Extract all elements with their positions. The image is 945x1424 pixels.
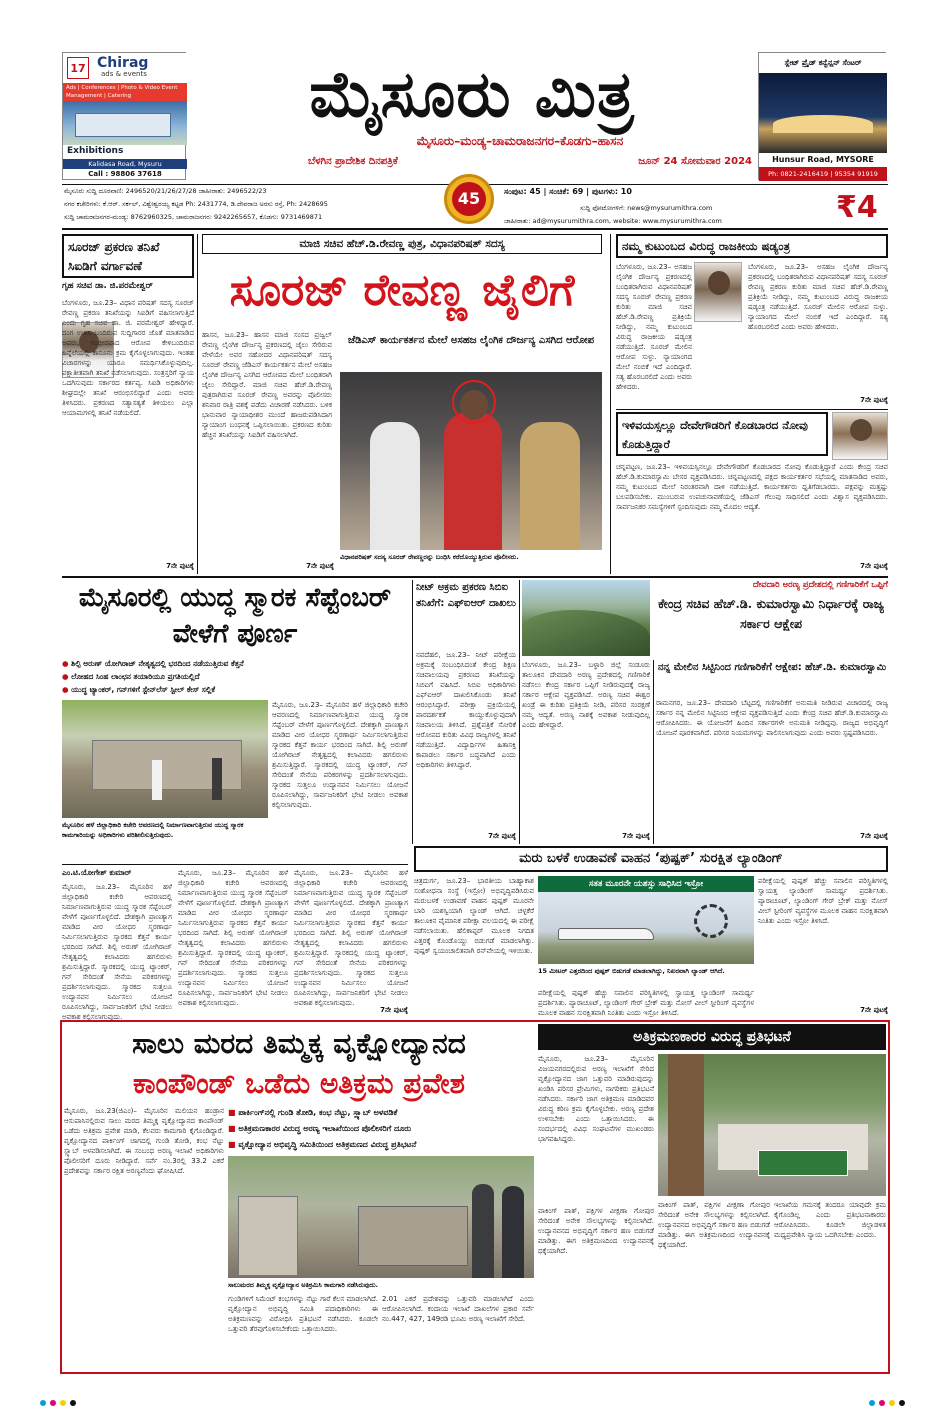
ad-services: Ads | Conferences | Photo & Video Event Management | Catering xyxy=(63,83,187,101)
protest-body-4: ಇಲಾಖೆಯ ಗಮನಕ್ಕೆ ತಂದರೂ ಯಾವುದೇ ಕ್ರಮ ಕೈಗೊಂಡಿಲ್ಲ ಎಂದು ಪ್ರತಿಭಟನಾಕಾರರು ಆರೋಪಿಸಿದರು. ಕೂಡಲೇ ಜಿಲ್ಲಾಡಳಿತ ಮಧ್ಯಪ್ರವೇಶಿಸಿ ನ್ಯಾಯ ಒದಗಿಸಬೇಕು ಎಂದರು. xyxy=(774,1201,886,1239)
war-memorial-photo xyxy=(62,700,268,818)
cid-more: 7ನೇ ಪುಟಕ್ಕೆ xyxy=(166,562,194,570)
war-bullet-2: ● ಲೋಹದ ಸಿಂಹ ಲಾಂಛನ ತಯಾರಿಯೂ ಪ್ರಗತಿಯಲ್ಲಿದೆ xyxy=(62,672,200,681)
anniversary-emblem xyxy=(438,170,500,228)
pushpak-more: 7ನೇ ಪುಟಕ್ಕೆ xyxy=(860,1006,888,1014)
convention-center-photo xyxy=(759,73,887,153)
anniversary-number: 45 xyxy=(452,182,486,216)
neet-headline: ನೀಟ್ ಅಕ್ರಮ ಪ್ರಕರಣ ಸಿಬಿಐ ತನಿಖೆಗೆ: ಎಫ್‌ಐಆರ್ ದಾಖಲು xyxy=(416,582,516,609)
thimmakka-body-3: 2.01 ಎಕರೆ ಪ್ರದೇಶವನ್ನು ಒತ್ತುವರಿ ಮಾಡಲಾಗಿದೆ ಎಂದು ಆರೋಪಿಸಲಾಗಿದೆ. ಕಂದಾಯ ಇಲಾಖೆ ದಾಖಲೆಗಳ ಪ್ರಕಾರ ಸರ್ವೆ ನಂ.447, 427, 149ರಡಿ ಭೂಮಿ ಅರಣ್ಯ ಇಲಾಖೆಗೆ ಸೇರಿದೆ. xyxy=(382,1295,534,1323)
pages: ಪುಟಗಳು: 10 xyxy=(591,187,632,196)
ad-phone: Call : 98806 37618 xyxy=(88,170,162,178)
pushpak-body-mid: ಪರೀಕ್ಷೆಯಲ್ಲಿ ಪುಷ್ಪಕ್ ಹೆಚ್ಚು ಸವಾಲಿನ ಪರಿಸ್ಥಿತಿಗಳಲ್ಲಿ ಸ್ವಾಯತ್ತ ಲ್ಯಾಂಡಿಂಗ್ ಸಾಮರ್ಥ್ಯ ಪ್ರದರ್ಶಿಸಿತು. ಪ್ಯಾರಾಚೂಟ್, ಲ್ಯಾಂಡಿಂಗ್ ಗೇರ್ ಬ್ರೇಕ್ ಮತ್ತು ನೋಸ್ ವೀಲ್ ಸ್ಟೀರಿಂಗ್ ವ್ಯವಸ್ಥೆಗಳ ಮೂಲಕ ವಾಹನ ಸುರಕ್ಷಿತವಾಗಿ ನಿಂತಿತು ಎಂದು ಇಸ್ರೋ ತಿಳಿಸಿದೆ. xyxy=(538,989,754,1017)
ad-brand: Chirag xyxy=(97,55,149,71)
war-bullet-2-text: ಲೋಹದ ಸಿಂಹ ಲಾಂಛನ ತಯಾರಿಯೂ ಪ್ರಗತಿಯಲ್ಲಿದೆ xyxy=(71,672,200,681)
lead-kicker: ಮಾಜಿ ಸಚಿವ ಹೆಚ್.ಡಿ.ರೇವಣ್ಣ ಪುತ್ರ, ವಿಧಾನಪರಿಷತ್ ಸದಸ್ಯ xyxy=(202,234,602,254)
forest-headline: ಕೇಂದ್ರ ಸಚಿವ ಹೆಚ್.ಡಿ. ಕುಮಾರಸ್ವಾಮಿ ನಿರ್ಧಾರಕ್ಕೆ ರಾಜ್ಯ ಸರ್ಕಾರ ಆಕ್ಷೇಪ xyxy=(658,596,884,631)
ad-right[interactable] xyxy=(758,52,886,180)
thimmakka-bullet-1: ■ ಪಾರ್ಕಿಂಗ್‌ನಲ್ಲಿ ಗುಂಡಿ ತೋಡಿ, ಕಂಭ ನೆಟ್ಟು, ಸ್ಲ್ಯಾಬ್ ಅಳವಡಿಕೆ xyxy=(228,1108,398,1117)
thimmakka-photo xyxy=(228,1156,534,1278)
pushpak-body: ಚಿತ್ರದುರ್ಗ, ಜೂ.23– ಭಾರತೀಯ ಬಾಹ್ಯಾಕಾಶ ಸಂಶೋಧನಾ ಸಂಸ್ಥೆ (ಇಸ್ರೋ) ಅಭಿವೃದ್ಧಿಪಡಿಸಿರುವ ಮರುಬಳಕೆ ಉಡಾವಣೆ ವಾಹನ ಪುಷ್ಪಕ್ ಮೂರನೇ ಬಾರಿ ಯಶಸ್ವಿಯಾಗಿ ಲ್ಯಾಂಡ್ ಆಗಿದೆ. ಚಳ್ಳಕೆರೆ ತಾಲೂಕಿನ ವೈಮಾನಿಕ ಪರೀಕ್ಷಾ ವಲಯದಲ್ಲಿ ಈ ಪರೀಕ್ಷೆ ನಡೆಸಲಾಯಿತು. ಹೆಲಿಕಾಪ್ಟರ್ ಮೂಲಕ ನಿಗದಿತ ಎತ್ತರಕ್ಕೆ ಕೊಂಡೊಯ್ದು ಬಿಡುಗಡೆ ಮಾಡಲಾಗಿತ್ತು. ಪುಷ್ಪಕ್ ಸ್ವಯಂಚಾಲಿತವಾಗಿ ರನ್‌ವೇಯಲ್ಲಿ ಇಳಿಯಿತು. xyxy=(414,877,534,955)
ad-brand-sub: ads & events xyxy=(101,70,147,78)
neet-body: ನವದೆಹಲಿ, ಜೂ.23– ನೀಟ್ ಪರೀಕ್ಷೆಯ ಅಕ್ರಮಕ್ಕೆ ಸಂಬಂಧಿಸಿದಂತೆ ಕೇಂದ್ರ ಶಿಕ್ಷಣ ಸಚಿವಾಲಯವು ಪ್ರಕರಣದ ತನಿಖೆಯನ್ನು ಸಿಬಿಐಗೆ ವಹಿಸಿದೆ. ಸಿಬಿಐ ಅಧಿಕಾರಿಗಳು ಎಫ್‌ಐಆರ್ ದಾಖಲಿಸಿಕೊಂಡು ತನಿಖೆ ಆರಂಭಿಸಿದ್ದಾರೆ. ಪರೀಕ್ಷಾ ಪ್ರಕ್ರಿಯೆಯಲ್ಲಿ ಪಾರದರ್ಶಕತೆ ಕಾಯ್ದುಕೊಳ್ಳುವುದಾಗಿ ಸಚಿವಾಲಯ ತಿಳಿಸಿದೆ. ಪ್ರಶ್ನೆಪತ್ರಿಕೆ ಸೋರಿಕೆ ಆರೋಪದ ಕುರಿತು ವಿವಿಧ ರಾಜ್ಯಗಳಲ್ಲಿ ತನಿಖೆ ನಡೆಯುತ್ತಿದೆ. ವಿದ್ಯಾರ್ಥಿಗಳ ಹಿತಾಸಕ್ತಿ ಕಾಪಾಡಲು ಸರ್ಕಾರ ಬದ್ಧವಾಗಿದೆ ಎಂದು ಅಧಿಕಾರಿಗಳು ತಿಳಿಸಿದ್ದಾರೆ. xyxy=(416,651,516,769)
years-badge: 17 xyxy=(67,57,89,79)
ad-exhibitions: Exhibitions xyxy=(67,146,124,156)
pushpak-body-right: ಪರೀಕ್ಷೆಯಲ್ಲಿ ಪುಷ್ಪಕ್ ಹೆಚ್ಚು ಸವಾಲಿನ ಪರಿಸ್ಥಿತಿಗಳಲ್ಲಿ ಸ್ವಾಯತ್ತ ಲ್ಯಾಂಡಿಂಗ್ ಸಾಮರ್ಥ್ಯ ಪ್ರದರ್ಶಿಸಿತು. ಪ್ಯಾರಾಚೂಟ್, ಲ್ಯಾಂಡಿಂಗ್ ಗೇರ್ ಬ್ರೇಕ್ ಮತ್ತು ನೋಸ್ ವೀಲ್ ಸ್ಟೀರಿಂಗ್ ವ್ಯವಸ್ಥೆಗಳ ಮೂಲಕ ವಾಹನ ಸುರಕ್ಷಿತವಾಗಿ ನಿಂತಿತು ಎಂದು ಇಸ್ರೋ ತಿಳಿಸಿದೆ. xyxy=(758,877,888,925)
forest-photo xyxy=(522,580,650,656)
issue-info: ಸಂಪುಟ: 45 | ಸಂಚಿಕೆ: 69 | ಪುಟಗಳು: 10 xyxy=(504,187,632,196)
war-byline: ಎಂ.ಟಿ.ಯೋಗೇಶ್ ಕುಮಾರ್ xyxy=(62,868,132,877)
devegowda-body: ಚನ್ನಪಟ್ಟಣ, ಜೂ.23– ಇಳಿವಯಸ್ಸಿನಲ್ಲೂ ದೇವೇಗೌಡರಿಗೆ ಕೊಡಬಾರದ ನೋವು ಕೊಡುತ್ತಿದ್ದಾರೆ ಎಂದು ಕೇಂದ್ರ ಸಚಿವ ಹೆಚ್.ಡಿ.ಕುಮಾರಸ್ವಾಮಿ ಬೇಸರ ವ್ಯಕ್ತಪಡಿಸಿದರು. ಚನ್ನಪಟ್ಟಣದಲ್ಲಿ ಪಕ್ಷದ ಕಾರ್ಯಕರ್ತರ ಸಭೆಯಲ್ಲಿ ಮಾತನಾಡಿದ ಅವರು, ನಮ್ಮ ಕುಟುಂಬದ ಮೇಲೆ ನಿರಂತರವಾಗಿ ದಾಳಿ ನಡೆಯುತ್ತಿದೆ. ಕಾರ್ಯಕರ್ತರು ಧೃತಿಗೆಡಬಾರದು. ಪಕ್ಷವನ್ನು ಮತ್ತಷ್ಟು ಬಲಪಡಿಸಬೇಕು. ಮುಂಬರುವ ಉಪಚುನಾವಣೆಯಲ್ಲಿ ಜೆಡಿಎಸ್ ಗೆಲುವು ಸಾಧಿಸಲಿದೆ ಎಂದು ವಿಶ್ವಾಸ ವ್ಯಕ್ತಪಡಿಸಿದರು. ಸಾರ್ವಜನಿಕರ ಸಮಸ್ಯೆಗಳಿಗೆ ಸ್ಪಂದಿಸುವುದು ನಮ್ಮ ಮೊದಲ ಆದ್ಯತೆ. xyxy=(616,463,888,511)
contact-line-3: ಸುದ್ದಿ ಚಾಮರಾಜನಗರ-ಮಂಡ್ಯ: 8762960325, ಚಾಮರಾಜನಗರ: 9242265657, ಕೊಡಗು: 9731469871 xyxy=(64,213,323,221)
thimmakka-body-2: ಗುಂಡಿಗಳಿಗೆ ಸಿಮೆಂಟ್ ಕಂಭಗಳನ್ನು ನೆಟ್ಟು ಗಾರೆ ಕೆಲಸ ಮಾಡಲಾಗಿದೆ. ವೃಕ್ಷೋದ್ಯಾನ ಅಭಿವೃದ್ಧಿ ಸಮಿತಿ ಪದಾಧಿಕಾರಿಗಳು ಈ ಅತಿಕ್ರಮಣವನ್ನು ವಿರೋಧಿಸಿ ಪ್ರತಿಭಟನೆ ನಡೆಸಿದರು. ಕೂಡಲೇ ಒತ್ತುವರಿ ತೆರವುಗೊಳಿಸಬೇಕೆಂದು ಒತ್ತಾಯಿಸಿದರು. xyxy=(228,1295,378,1333)
protest-body-2: ವಾಕಿಂಗ್ ಪಾತ್, ಪಕ್ಷಿಗಳ ವೀಕ್ಷಣಾ ಗೋಪುರ ಸೇರಿದಂತೆ ಅನೇಕ ಸೌಲಭ್ಯಗಳನ್ನು ಕಲ್ಪಿಸಲಾಗಿದೆ. ಉದ್ಯಾನವನದ ಅಭಿವೃದ್ಧಿಗೆ ಸರ್ಕಾರ ಹಣ ಬಿಡುಗಡೆ ಮಾಡಿತ್ತು. ಈಗ ಅತಿಕ್ರಮಣದಿಂದ ಉದ್ಯಾನವನಕ್ಕೆ ಧಕ್ಕೆಯಾಗಿದೆ. xyxy=(538,1207,654,1255)
price: ₹4 xyxy=(836,190,878,225)
masthead-regions: ಮೈಸೂರು–ಮಂಡ್ಯ–ಚಾಮರಾಜನಗರ–ಕೊಡಗು–ಹಾಸನ xyxy=(416,134,624,148)
ad-right-title: ಸ್ಲೇಟ್ ಪ್ರೈಡ್ ಕನ್ವೆನ್ಷನ್ ಸೆಂಟರ್ xyxy=(759,53,887,73)
masthead-title: ಮೈಸೂರು ಮಿತ್ರ xyxy=(309,57,635,132)
forest-more: 7ನೇ ಪುಟಕ್ಕೆ xyxy=(622,832,650,840)
ad-right-phone: Ph: 0821-2416419 | 95354 91919 xyxy=(759,167,887,181)
cid-headline-box xyxy=(62,234,194,278)
thimmakka-body: ಮೈಸೂರು, ಜೂ.23(ಜಿಎಂ)– ಮೈಸೂರಿನ ಮಲಿಯನ ಹಂಡ್ರಾನ ಆಸುಪಾಸಿನಲ್ಲಿರುವ ಸಾಲು ಮರದ ತಿಮ್ಮಕ್ಕ ವೃಕ್ಷೋದ್ಯಾನದ ಕಾಂಪೌಂಡ್ ಒಡೆದು ಅತಿಕ್ರಮ ಪ್ರವೇಶ ಮಾಡಿ, ಕೆಲವರು ಕಾಮಗಾರಿ ಕೈಗೊಂಡಿದ್ದಾರೆ. ವೃಕ್ಷೋದ್ಯಾನದ ಪಾರ್ಕಿಂಗ್ ಜಾಗದಲ್ಲಿ ಗುಂಡಿ ತೋಡಿ, ಕಂಭ ನೆಟ್ಟು ಸ್ಲ್ಯಾಬ್ ಅಳವಡಿಸಲಾಗಿದೆ. ಈ ಸಂಬಂಧ ಅರಣ್ಯ ಇಲಾಖೆ ಅಧಿಕಾರಿಗಳು ಪೊಲೀಸರಿಗೆ ದೂರು ನೀಡಿದ್ದಾರೆ. ಸರ್ವೆ ನಂ.3ರಲ್ಲಿ 33.2 ಎಕರೆ ಪ್ರದೇಶವನ್ನು ಸರ್ಕಾರ ರಕ್ಷಿತ ಅರಣ್ಯವೆಂದು ಘೋಷಿಸಿದೆ. xyxy=(64,1107,224,1175)
email-news: ಸುದ್ದಿ ಫೋಟೋಗಳಿಗೆ: news@mysurumithra.com xyxy=(580,204,713,212)
ad-left[interactable] xyxy=(62,52,186,180)
war-more: 7ನೇ ಪುಟಕ್ಕೆ xyxy=(380,1006,408,1014)
rajakeeya-more: 7ನೇ ಪುಟಕ್ಕೆ xyxy=(860,396,888,404)
war-body-2: ಮೈಸೂರು, ಜೂ.23– ಮೈಸೂರಿನ ಹಳೆ ಜಿಲ್ಲಾಧಿಕಾರಿ ಕಚೇರಿ ಆವರಣದಲ್ಲಿ ನಿರ್ಮಾಣವಾಗುತ್ತಿರುವ ಯುದ್ಧ ಸ್ಮಾರಕ ಸೆಪ್ಟೆಂಬರ್ ವೇಳೆಗೆ ಪೂರ್ಣಗೊಳ್ಳಲಿದೆ. ದೇಶಕ್ಕಾಗಿ ಪ್ರಾಣತ್ಯಾಗ ಮಾಡಿದ ವೀರ ಯೋಧರ ಸ್ಮರಣಾರ್ಥ ನಿರ್ಮಿಸಲಾಗುತ್ತಿರುವ ಸ್ಮಾರಕದ ಕೆತ್ತನೆ ಕಾರ್ಯ ಭರದಿಂದ ಸಾಗಿದೆ. ಶಿಲ್ಪಿ ಅರುಣ್ ಯೋಗಿರಾಜ್ ನೇತೃತ್ವದಲ್ಲಿ ಕಲಾವಿದರು ಹಗಲಿರುಳು ಶ್ರಮಿಸುತ್ತಿದ್ದಾರೆ. ಸ್ಮಾರಕದಲ್ಲಿ ಯುದ್ಧ ಟ್ಯಾಂಕರ್, ಗನ್ ಸೇರಿದಂತೆ ಸೇನೆಯ ಪರಿಕರಗಳನ್ನು ಪ್ರದರ್ಶಿಸಲಾಗುವುದು. ಸ್ಮಾರಕದ ಸುತ್ತಲೂ ಉದ್ಯಾನವನ ನಿರ್ಮಿಸಲು ಯೋಜನೆ ರೂಪಿಸಲಾಗಿದ್ದು, ಸಾರ್ವಜನಿಕರಿಗೆ ಭೇಟಿ ನೀಡಲು ಅವಕಾಶ ಕಲ್ಪಿಸಲಾಗುವುದು. xyxy=(178,869,288,1007)
war-photo-caption: ಮೈಸೂರಿನ ಹಳೆ ಜಿಲ್ಲಾಧಿಕಾರಿ ಕಚೇರಿ ಆವರಣದಲ್ಲಿ ನಿರ್ಮಾಣವಾಗುತ್ತಿರುವ ಯುದ್ಧ ಸ್ಮಾರಕ ಕಾಮಗಾರಿಯನ್ನು ಅಧಿಕಾರಿಗಳು ಪರಿಶೀಲಿಸುತ್ತಿರುವುದು. xyxy=(62,821,244,839)
pushpak-photo xyxy=(538,892,754,964)
thimmakka-bullet-3: ■ ವೃಕ್ಷೋದ್ಯಾನ ಅಭಿವೃದ್ಧಿ ಸಮಿತಿಯಿಂದ ಅತಿಕ್ರಮಣದ ವಿರುದ್ಧ ಪ್ರತಿಭಟನೆ xyxy=(228,1140,417,1149)
lead-photo xyxy=(340,372,602,550)
thimmakka-bullet-1-text: ಪಾರ್ಕಿಂಗ್‌ನಲ್ಲಿ ಗುಂಡಿ ತೋಡಿ, ಕಂಭ ನೆಟ್ಟು, ಸ್ಲ್ಯಾಬ್ ಅಳವಡಿಕೆ xyxy=(238,1108,398,1117)
cid-subhead: ಗೃಹ ಸಚಿವ ಡಾ. ಜಿ.ಪರಮೇಶ್ವರ್ xyxy=(62,281,153,291)
pushpak-caption: 15 ಮೀಟರ್ ಎತ್ತರದಿಂದ ಪುಷ್ಪಕ್ ಬಿಡುಗಡೆ ಮಾಡಲಾಗಿದ್ದು, ನಿಖರವಾಗಿ ಲ್ಯಾಂಡ್ ಆಗಿದೆ. xyxy=(538,967,725,975)
war-body: ಮೈಸೂರು, ಜೂ.23– ಮೈಸೂರಿನ ಹಳೆ ಜಿಲ್ಲಾಧಿಕಾರಿ ಕಚೇರಿ ಆವರಣದಲ್ಲಿ ನಿರ್ಮಾಣವಾಗುತ್ತಿರುವ ಯುದ್ಧ ಸ್ಮಾರಕ ಸೆಪ್ಟೆಂಬರ್ ವೇಳೆಗೆ ಪೂರ್ಣಗೊಳ್ಳಲಿದೆ. ದೇಶಕ್ಕಾಗಿ ಪ್ರಾಣತ್ಯಾಗ ಮಾಡಿದ ವೀರ ಯೋಧರ ಸ್ಮರಣಾರ್ಥ ನಿರ್ಮಿಸಲಾಗುತ್ತಿರುವ ಸ್ಮಾರಕದ ಕೆತ್ತನೆ ಕಾರ್ಯ ಭರದಿಂದ ಸಾಗಿದೆ. ಶಿಲ್ಪಿ ಅರುಣ್ ಯೋಗಿರಾಜ್ ನೇತೃತ್ವದಲ್ಲಿ ಕಲಾವಿದರು ಹಗಲಿರುಳು ಶ್ರಮಿಸುತ್ತಿದ್ದಾರೆ. ಸ್ಮಾರಕದಲ್ಲಿ ಯುದ್ಧ ಟ್ಯಾಂಕರ್, ಗನ್ ಸೇರಿದಂತೆ ಸೇನೆಯ ಪರಿಕರಗಳನ್ನು ಪ್ರದರ್ಶಿಸಲಾಗುವುದು. ಸ್ಮಾರಕದ ಸುತ್ತಲೂ ಉದ್ಯಾನವನ ನಿರ್ಮಿಸಲು ಯೋಜನೆ ರೂಪಿಸಲಾಗಿದ್ದು, ಸಾರ್ವಜನಿಕರಿಗೆ ಭೇಟಿ ನೀಡಲು ಅವಕಾಶ ಕಲ್ಪಿಸಲಾಗುವುದು. xyxy=(62,883,172,1021)
protest-body-3: ವಾಕಿಂಗ್ ಪಾತ್, ಪಕ್ಷಿಗಳ ವೀಕ್ಷಣಾ ಗೋಪುರ ಸೇರಿದಂತೆ ಅನೇಕ ಸೌಲಭ್ಯಗಳನ್ನು ಕಲ್ಪಿಸಲಾಗಿದೆ. ಉದ್ಯಾನವನದ ಅಭಿವೃದ್ಧಿಗೆ ಸರ್ಕಾರ ಹಣ ಬಿಡುಗಡೆ ಮಾಡಿತ್ತು. ಈಗ ಅತಿಕ್ರಮಣದಿಂದ ಉದ್ಯಾನವನಕ್ಕೆ ಧಕ್ಕೆಯಾಗಿದೆ. xyxy=(658,1201,770,1249)
devegowda-more: 7ನೇ ಪುಟಕ್ಕೆ xyxy=(860,562,888,570)
rajakeeya-headline: ನಮ್ಮ ಕುಟುಂಬದ ವಿರುದ್ಧ ರಾಜಕೀಯ ಷಡ್ಯಂತ್ರ xyxy=(616,234,888,258)
protest-headline: ಅತಿಕ್ರಮಣಕಾರರ ವಿರುದ್ಧ ಪ್ರತಿಭಟನೆ xyxy=(538,1024,886,1050)
rajakeeya-body-2: ಬೆಂಗಳೂರು, ಜೂ.23– ಅಸಹಜ ಲೈಂಗಿಕ ದೌರ್ಜನ್ಯ ಪ್ರಕರಣದಲ್ಲಿ ಬಂಧಿತರಾಗಿರುವ ವಿಧಾನಪರಿಷತ್ ಸದಸ್ಯ ಸೂರಜ್ ರೇವಣ್ಣ ಪ್ರಕರಣ ಕುರಿತು ಮಾಜಿ ಸಚಿವ ಹೆಚ್.ಡಿ.ರೇವಣ್ಣ ಪ್ರತಿಕ್ರಿಯೆ ನೀಡಿದ್ದು, ನಮ್ಮ ಕುಟುಂಬದ ವಿರುದ್ಧ ರಾಜಕೀಯ ಷಡ್ಯಂತ್ರ ನಡೆಯುತ್ತಿದೆ. ಸೂರಜ್ ಮೇಲಿನ ಆರೋಪ ಸುಳ್ಳು. ನ್ಯಾಯಾಂಗದ ಮೇಲೆ ನಂಬಿಕೆ ಇದೆ ಎಂದಿದ್ದಾರೆ. ಸತ್ಯ ಹೊರಬರಲಿದೆ ಎಂದು ಅವರು ಹೇಳಿದರು. xyxy=(748,263,888,331)
lead-headline: ಸೂರಜ್ ರೇವಣ್ಣ ಜೈಲಿಗೆ xyxy=(229,265,575,316)
devegowda-headline: ಇಳಿವಯಸ್ಸಲ್ಲೂ ದೇವೇಗೌಡರಿಗೆ ಕೊಡಬಾರದ ನೋವು ಕೊಡುತ್ತಿದ್ದಾರೆ xyxy=(616,412,828,456)
lead-caption: ವಿಧಾನಪರಿಷತ್ ಸದಸ್ಯ ಸೂರಜ್ ರೇವಣ್ಣರನ್ನು ಬಂಧಿಸಿ ಕರೆದೊಯ್ಯುತ್ತಿರುವ ಪೊಲೀಸರು. xyxy=(340,553,519,561)
war-bullet-3-text: ಯುದ್ಧ ಟ್ಯಾಂಕರ್, ಗನ್‌ಗಳಿಗೆ ಸ್ಟೇನ್‌ಲೆಸ್ ಸ್ಟೀಲ್ ಕೇಸ್ ಸಲ್ಲಿಕೆ xyxy=(71,685,216,694)
email-ads: ಜಾಹೀರಾತು: ad@mysurumithra.com, website: www.mysurumithra.com xyxy=(504,217,722,225)
forest-banner: ದೇವದಾರಿ ಅರಣ್ಯ ಪ್ರದೇಶದಲ್ಲಿ ಗಣಿಗಾರಿಕೆಗೆ ಒಪ್ಪಿಗೆ xyxy=(752,580,888,590)
protest-photo xyxy=(658,1054,886,1196)
cid-headline: ಸೂರಜ್ ಪ್ರಕರಣ ತನಿಖೆ ಸಿಐಡಿಗೆ ವರ್ಗಾವಣೆ xyxy=(68,240,160,273)
pushpak-photo-banner: ಸತತ ಮೂರನೇ ಯಶಸ್ಸು ಸಾಧಿಸಿದ ಇಸ್ರೋ xyxy=(538,876,754,892)
hdk-mining-more: 7ನೇ ಪುಟಕ್ಕೆ xyxy=(860,832,888,840)
ad-right-road: Hunsur Road, MYSORE xyxy=(759,153,887,167)
thimmakka-headline-1: ಸಾಲು ಮರದ ತಿಮ್ಮಕ್ಕ ವೃಕ್ಷೋದ್ಯಾನದ xyxy=(132,1027,466,1060)
masthead-tagline: ಬೆಳಗಿನ ಪ್ರಾದೇಶಿಕ ದಿನಪತ್ರಿಕೆ xyxy=(308,156,398,167)
war-body-3: ಮೈಸೂರು, ಜೂ.23– ಮೈಸೂರಿನ ಹಳೆ ಜಿಲ್ಲಾಧಿಕಾರಿ ಕಚೇರಿ ಆವರಣದಲ್ಲಿ ನಿರ್ಮಾಣವಾಗುತ್ತಿರುವ ಯುದ್ಧ ಸ್ಮಾರಕ ಸೆಪ್ಟೆಂಬರ್ ವೇಳೆಗೆ ಪೂರ್ಣಗೊಳ್ಳಲಿದೆ. ದೇಶಕ್ಕಾಗಿ ಪ್ರಾಣತ್ಯಾಗ ಮಾಡಿದ ವೀರ ಯೋಧರ ಸ್ಮರಣಾರ್ಥ ನಿರ್ಮಿಸಲಾಗುತ್ತಿರುವ ಸ್ಮಾರಕದ ಕೆತ್ತನೆ ಕಾರ್ಯ ಭರದಿಂದ ಸಾಗಿದೆ. ಶಿಲ್ಪಿ ಅರುಣ್ ಯೋಗಿರಾಜ್ ನೇತೃತ್ವದಲ್ಲಿ ಕಲಾವಿದರು ಹಗಲಿರುಳು ಶ್ರಮಿಸುತ್ತಿದ್ದಾರೆ. ಸ್ಮಾರಕದಲ್ಲಿ ಯುದ್ಧ ಟ್ಯಾಂಕರ್, ಗನ್ ಸೇರಿದಂತೆ ಸೇನೆಯ ಪರಿಕರಗಳನ್ನು ಪ್ರದರ್ಶಿಸಲಾಗುವುದು. ಸ್ಮಾರಕದ ಸುತ್ತಲೂ ಉದ್ಯಾನವನ ನಿರ್ಮಿಸಲು ಯೋಜನೆ ರೂಪಿಸಲಾಗಿದ್ದು, ಸಾರ್ವಜನಿಕರಿಗೆ ಭೇಟಿ ನೀಡಲು ಅವಕಾಶ ಕಲ್ಪಿಸಲಾಗುವುದು. xyxy=(294,869,408,1007)
war-body-right: ಮೈಸೂರು, ಜೂ.23– ಮೈಸೂರಿನ ಹಳೆ ಜಿಲ್ಲಾಧಿಕಾರಿ ಕಚೇರಿ ಆವರಣದಲ್ಲಿ ನಿರ್ಮಾಣವಾಗುತ್ತಿರುವ ಯುದ್ಧ ಸ್ಮಾರಕ ಸೆಪ್ಟೆಂಬರ್ ವೇಳೆಗೆ ಪೂರ್ಣಗೊಳ್ಳಲಿದೆ. ದೇಶಕ್ಕಾಗಿ ಪ್ರಾಣತ್ಯಾಗ ಮಾಡಿದ ವೀರ ಯೋಧರ ಸ್ಮರಣಾರ್ಥ ನಿರ್ಮಿಸಲಾಗುತ್ತಿರುವ ಸ್ಮಾರಕದ ಕೆತ್ತನೆ ಕಾರ್ಯ ಭರದಿಂದ ಸಾಗಿದೆ. ಶಿಲ್ಪಿ ಅರುಣ್ ಯೋಗಿರಾಜ್ ನೇತೃತ್ವದಲ್ಲಿ ಕಲಾವಿದರು ಹಗಲಿರುಳು ಶ್ರಮಿಸುತ್ತಿದ್ದಾರೆ. ಸ್ಮಾರಕದಲ್ಲಿ ಯುದ್ಧ ಟ್ಯಾಂಕರ್, ಗನ್ ಸೇರಿದಂತೆ ಸೇನೆಯ ಪರಿಕರಗಳನ್ನು ಪ್ರದರ್ಶಿಸಲಾಗುವುದು. ಸ್ಮಾರಕದ ಸುತ್ತಲೂ ಉದ್ಯಾನವನ ನಿರ್ಮಿಸಲು ಯೋಜನೆ ರೂಪಿಸಲಾಗಿದ್ದು, ಸಾರ್ವಜನಿಕರಿಗೆ ಭೇಟಿ ನೀಡಲು ಅವಕಾಶ ಕಲ್ಪಿಸಲಾಗುವುದು. xyxy=(272,701,408,809)
hdk-photo xyxy=(832,412,888,460)
war-bullet-1-text: ಶಿಲ್ಪಿ ಅರುಣ್ ಯೋಗಿರಾಜ್ ನೇತೃತ್ವದಲ್ಲಿ ಭರದಿಂದ ನಡೆಯುತ್ತಿರುವ ಕೆತ್ತನೆ xyxy=(71,659,244,668)
lead-more: 7ನೇ ಪುಟಕ್ಕೆ xyxy=(306,562,334,570)
war-headline: ಮೈಸೂರಲ್ಲಿ ಯುದ್ಧ ಸ್ಮಾರಕ ಸೆಪ್ಟೆಂಬರ್ ವೇಳೆಗೆ ಪೂರ್ಣ xyxy=(78,583,392,649)
forest-body: ಬೆಂಗಳೂರು, ಜೂ.23– ಬಳ್ಳಾರಿ ಜಿಲ್ಲೆ ಸಂಡೂರು ತಾಲೂಕಿನ ದೇವದಾರಿ ಅರಣ್ಯ ಪ್ರದೇಶದಲ್ಲಿ ಗಣಿಗಾರಿಕೆ ನಡೆಸಲು ಕೇಂದ್ರ ಸರ್ಕಾರ ಒಪ್ಪಿಗೆ ನೀಡಿರುವುದಕ್ಕೆ ರಾಜ್ಯ ಸರ್ಕಾರ ಆಕ್ಷೇಪ ವ್ಯಕ್ತಪಡಿಸಿದೆ. ಅರಣ್ಯ ಸಚಿವ ಈಶ್ವರ ಖಂಡ್ರೆ ಈ ಕುರಿತು ಪ್ರತಿಕ್ರಿಯೆ ನೀಡಿ, ಪರಿಸರ ಸಂರಕ್ಷಣೆ ನಮ್ಮ ಆದ್ಯತೆ. ಅರಣ್ಯ ನಾಶಕ್ಕೆ ಅವಕಾಶ ನೀಡುವುದಿಲ್ಲ ಎಂದು ಹೇಳಿದ್ದಾರೆ. xyxy=(522,661,650,729)
color-registration-marks xyxy=(40,1398,905,1408)
cid-body: ಬೆಂಗಳೂರು, ಜೂ.23– ವಿಧಾನ ಪರಿಷತ್ ಸದಸ್ಯ ಸೂರಜ್ ರೇವಣ್ಣ ಪ್ರಕರಣ ತನಿಖೆಯನ್ನು ಸಿಐಡಿಗೆ ವಹಿಸಲಾಗುತ್ತಿದೆ ಎಂದು ಗೃಹ ಸಚಿವ ಡಾ. ಜಿ. ಪರಮೇಶ್ವರ್ ಹೇಳಿದ್ದಾರೆ. ದಂಗ ಉಳಿಸಿ ಬಂದಿರುವ ಸುದ್ದಿಗಾರರ ಜೊತೆ ಮಾತನಾಡಿದ ಅವರು, ಗಂಭೀರವಾದ ಆರೋಪ ಕೇಳಿಬಂದಿರುವ ಹಿನ್ನೆಲೆಯಲ್ಲಿ ಕಾನೂನು ಕ್ರಮ ಕೈಗೊಳ್ಳಲಾಗುವುದು. ಇಂತಹ ವಿಚಾರಗಳನ್ನು ಯಾರೂ ಸಮರ್ಥಿಸಿಕೊಳ್ಳುವುದಿಲ್ಲ. ಪಕ್ಷಾತೀತವಾಗಿ ತನಿಖೆ ನಡೆಸಲಾಗುವುದು. ಸಂತ್ರಸ್ತರಿಗೆ ನ್ಯಾಯ ಒದಗಿಸುವುದು ಸರ್ಕಾರದ ಕರ್ತವ್ಯ. ಸಿಐಡಿ ಅಧಿಕಾರಿಗಳು ಶೀಘ್ರದಲ್ಲೇ ತನಿಖೆ ಆರಂಭಿಸಲಿದ್ದಾರೆ ಎಂದು ಅವರು ತಿಳಿಸಿದರು. ಪ್ರಕರಣದ ಸತ್ಯಾಸತ್ಯತೆ ತಿಳಿಯಲು ಎಲ್ಲಾ ಆಯಾಮಗಳಲ್ಲಿ ತನಿಖೆ ನಡೆಯಲಿದೆ. xyxy=(62,299,194,417)
contact-line-2: ನಗರ ಕಚೇರಿಗಳು: ಕೆ.ಆರ್. ಸರ್ಕಲ್, ವಿಶ್ವೇಶ್ವರಯ್ಯ ಕಟ್ಟಡ Ph: 2431774, ಡಿ.ದೇವರಾಜ ಅರಸು ರಸ್ತೆ, Ph: 2428695 xyxy=(64,200,328,208)
ad-exhibition-photo xyxy=(63,101,187,145)
rajakeeya-body: ಬೆಂಗಳೂರು, ಜೂ.23– ಅಸಹಜ ಲೈಂಗಿಕ ದೌರ್ಜನ್ಯ ಪ್ರಕರಣದಲ್ಲಿ ಬಂಧಿತರಾಗಿರುವ ವಿಧಾನಪರಿಷತ್ ಸದಸ್ಯ ಸೂರಜ್ ರೇವಣ್ಣ ಪ್ರಕರಣ ಕುರಿತು ಮಾಜಿ ಸಚಿವ ಹೆಚ್.ಡಿ.ರೇವಣ್ಣ ಪ್ರತಿಕ್ರಿಯೆ ನೀಡಿದ್ದು, ನಮ್ಮ ಕುಟುಂಬದ ವಿರುದ್ಧ ರಾಜಕೀಯ ಷಡ್ಯಂತ್ರ ನಡೆಯುತ್ತಿದೆ. ಸೂರಜ್ ಮೇಲಿನ ಆರೋಪ ಸುಳ್ಳು. ನ್ಯಾಯಾಂಗದ ಮೇಲೆ ನಂಬಿಕೆ ಇದೆ ಎಂದಿದ್ದಾರೆ. ಸತ್ಯ ಹೊರಬರಲಿದೆ ಎಂದು ಅವರು ಹೇಳಿದರು. xyxy=(616,263,692,391)
thimmakka-headline-2: ಕಾಂಪೌಂಡ್ ಒಡೆದು ಅತಿಕ್ರಮ ಪ್ರವೇಶ xyxy=(133,1067,465,1100)
neet-more: 7ನೇ ಪುಟಕ್ಕೆ xyxy=(488,832,516,840)
lead-deck: ಜೆಡಿಎಸ್ ಕಾರ್ಯಕರ್ತನ ಮೇಲೆ ಅಸಹಜ ಲೈಂಗಿಕ ದೌರ್ಜನ್ಯ ಎಸಗಿದ ಆರೋಪ xyxy=(347,335,595,346)
protest-body: ಮೈಸೂರು, ಜೂ.23– ಮೈಸೂರಿನ ವಿಜಯನಗರದಲ್ಲಿರುವ ಅರಣ್ಯ ಇಲಾಖೆಗೆ ಸೇರಿದ ವೃಕ್ಷೋದ್ಯಾನದ ಜಾಗ ಒತ್ತುವರಿ ಮಾಡಿರುವುದನ್ನು ಖಂಡಿಸಿ ಪರಿಸರ ಪ್ರೇಮಿಗಳು, ನಾಗರಿಕರು ಪ್ರತಿಭಟನೆ ನಡೆಸಿದರು. ಸರ್ಕಾರಿ ಜಾಗ ಅತಿಕ್ರಮಣ ಮಾಡಿದವರ ವಿರುದ್ಧ ಕಠಿಣ ಕ್ರಮ ಕೈಗೊಳ್ಳಬೇಕು. ಅರಣ್ಯ ಪ್ರದೇಶ ಉಳಿಸಬೇಕು ಎಂದು ಒತ್ತಾಯಿಸಿದರು. ಈ ಸಂದರ್ಭದಲ್ಲಿ ವಿವಿಧ ಸಂಘಟನೆಗಳ ಮುಖಂಡರು ಭಾಗವಹಿಸಿದ್ದರು. xyxy=(538,1055,654,1143)
ad-address: Kalidasa Road, Mysuru xyxy=(63,159,187,169)
thimmakka-caption: ಸಾಲುಮರದ ತಿಮ್ಮಕ್ಕ ವೃಕ್ಷೋದ್ಯಾನ ಅತಿಕ್ರಮಿಸಿ ಕಾಮಗಾರಿ ನಡೆಸಿರುವುದು. xyxy=(228,1281,379,1289)
issue: ಸಂಚಿಕೆ: 69 xyxy=(549,187,584,196)
thimmakka-bullet-2: ■ ಅತಿಕ್ರಮಣಕಾರರ ವಿರುದ್ಧ ಅರಣ್ಯ ಇಲಾಖೆಯಿಂದ ಪೊಲೀಸರಿಗೆ ದೂರು xyxy=(228,1124,412,1133)
thimmakka-bullet-3-text: ವೃಕ್ಷೋದ್ಯಾನ ಅಭಿವೃದ್ಧಿ ಸಮಿತಿಯಿಂದ ಅತಿಕ್ರಮಣದ ವಿರುದ್ಧ ಪ್ರತಿಭಟನೆ xyxy=(238,1140,417,1149)
masthead-date: ಜೂನ್ 24 ಸೋಮವಾರ 2024 xyxy=(638,156,752,167)
contact-line-1: ಮೈಸೂರು ಸುದ್ದಿ ದೂರವಾಣಿ: 2496520/21/26/27/28 ಜಾಹೀರಾತು: 2496522/23 xyxy=(64,187,267,195)
volume: ಸಂಪುಟ: 45 xyxy=(504,187,541,196)
war-bullet-3: ● ಯುದ್ಧ ಟ್ಯಾಂಕರ್, ಗನ್‌ಗಳಿಗೆ ಸ್ಟೇನ್‌ಲೆಸ್ ಸ್ಟೀಲ್ ಕೇಸ್ ಸಲ್ಲಿಕೆ xyxy=(62,685,216,694)
hdk-mining-body: ರಾಮನಗರ, ಜೂ.23– ದೇವದಾರಿ ಬೆಟ್ಟದಲ್ಲಿ ಗಣಿಗಾರಿಕೆಗೆ ಅನುಮತಿ ನೀಡಿರುವ ವಿಚಾರದಲ್ಲಿ ರಾಜ್ಯ ಸರ್ಕಾರ ನನ್ನ ಮೇಲಿನ ಸಿಟ್ಟಿನಿಂದ ಆಕ್ಷೇಪ ವ್ಯಕ್ತಪಡಿಸುತ್ತಿದೆ ಎಂದು ಕೇಂದ್ರ ಸಚಿವ ಹೆಚ್.ಡಿ.ಕುಮಾರಸ್ವಾಮಿ ಆರೋಪಿಸಿದರು. ಈ ಯೋಜನೆಗೆ ಹಿಂದಿನ ಸರ್ಕಾರಗಳೇ ಅನುಮತಿ ನೀಡಿದ್ದವು. ರಾಜ್ಯದ ಅಭಿವೃದ್ಧಿಗೆ ಯೋಜನೆ ಪೂರಕವಾಗಿದೆ. ಪರಿಸರ ನಿಯಮಗಳನ್ನು ಪಾಲಿಸಲಾಗುವುದು ಎಂದು ಅವರು ಸ್ಪಷ್ಟಪಡಿಸಿದರು. xyxy=(656,699,888,737)
war-bullet-1: ● ಶಿಲ್ಪಿ ಅರುಣ್ ಯೋಗಿರಾಜ್ ನೇತೃತ್ವದಲ್ಲಿ ಭರದಿಂದ ನಡೆಯುತ್ತಿರುವ ಕೆತ್ತನೆ xyxy=(62,659,244,668)
revanna-photo xyxy=(694,262,742,322)
pushpak-headline: ಮರು ಬಳಕೆ ಉಡಾವಣೆ ವಾಹನ ‘ಪುಷ್ಪಕ್’ ಸುರಕ್ಷಿತ ಲ್ಯಾಂಡಿಂಗ್ xyxy=(414,846,888,872)
lead-body: ಹಾಸನ, ಜೂ.23– ಹಾಸನ ಮಾಜಿ ಸಂಸದ ಪ್ರಜ್ವಲ್ ರೇವಣ್ಣ ಲೈಂಗಿಕ ದೌರ್ಜನ್ಯ ಪ್ರಕರಣದಲ್ಲಿ ಜೈಲು ಸೇರಿರುವ ವೇಳೆಯೇ ಅವರ ಸಹೋದರ ವಿಧಾನಪರಿಷತ್ ಸದಸ್ಯ ಸೂರಜ್ ರೇವಣ್ಣ ಜೆಡಿಎಸ್ ಕಾರ್ಯಕರ್ತನ ಮೇಲೆ ಅಸಹಜ ಲೈಂಗಿಕ ದೌರ್ಜನ್ಯ ಎಸಗಿದ ಆರೋಪದ ಮೇಲೆ ಬಂಧಿತರಾಗಿ ಜೈಲು ಸೇರಿದ್ದಾರೆ. ಮಾಜಿ ಸಚಿವ ಹೆಚ್.ಡಿ.ರೇವಣ್ಣ ಪುತ್ರರಾಗಿರುವ ಸೂರಜ್ ರೇವಣ್ಣ ಅವರನ್ನು ಪೊಲೀಸರು ಶನಿವಾರ ರಾತ್ರಿ ವಶಕ್ಕೆ ಪಡೆದು ವಿಚಾರಣೆ ನಡೆಸಿದರು. ಬಳಿಕ ಭಾನುವಾರ ನ್ಯಾಯಾಧೀಶರ ಮುಂದೆ ಹಾಜರುಪಡಿಸಿದಾಗ ನ್ಯಾಯಾಂಗ ಬಂಧನಕ್ಕೆ ಒಪ್ಪಿಸಲಾಯಿತು. ಪ್ರಕರಣದ ಕುರಿತು ಹೆಚ್ಚಿನ ತನಿಖೆಯನ್ನು ಸಿಐಡಿಗೆ ವಹಿಸಲಾಗಿದೆ. xyxy=(202,331,332,439)
hdk-mining-headline: ನನ್ನ ಮೇಲಿನ ಸಿಟ್ಟಿನಿಂದ ಗಣಿಗಾರಿಕೆಗೆ ಆಕ್ಷೇಪ: ಹೆಚ್.ಡಿ. ಕುಮಾರಸ್ವಾಮಿ xyxy=(657,662,887,673)
thimmakka-bullet-2-text: ಅತಿಕ್ರಮಣಕಾರರ ವಿರುದ್ಧ ಅರಣ್ಯ ಇಲಾಖೆಯಿಂದ ಪೊಲೀಸರಿಗೆ ದೂರು xyxy=(238,1124,412,1133)
